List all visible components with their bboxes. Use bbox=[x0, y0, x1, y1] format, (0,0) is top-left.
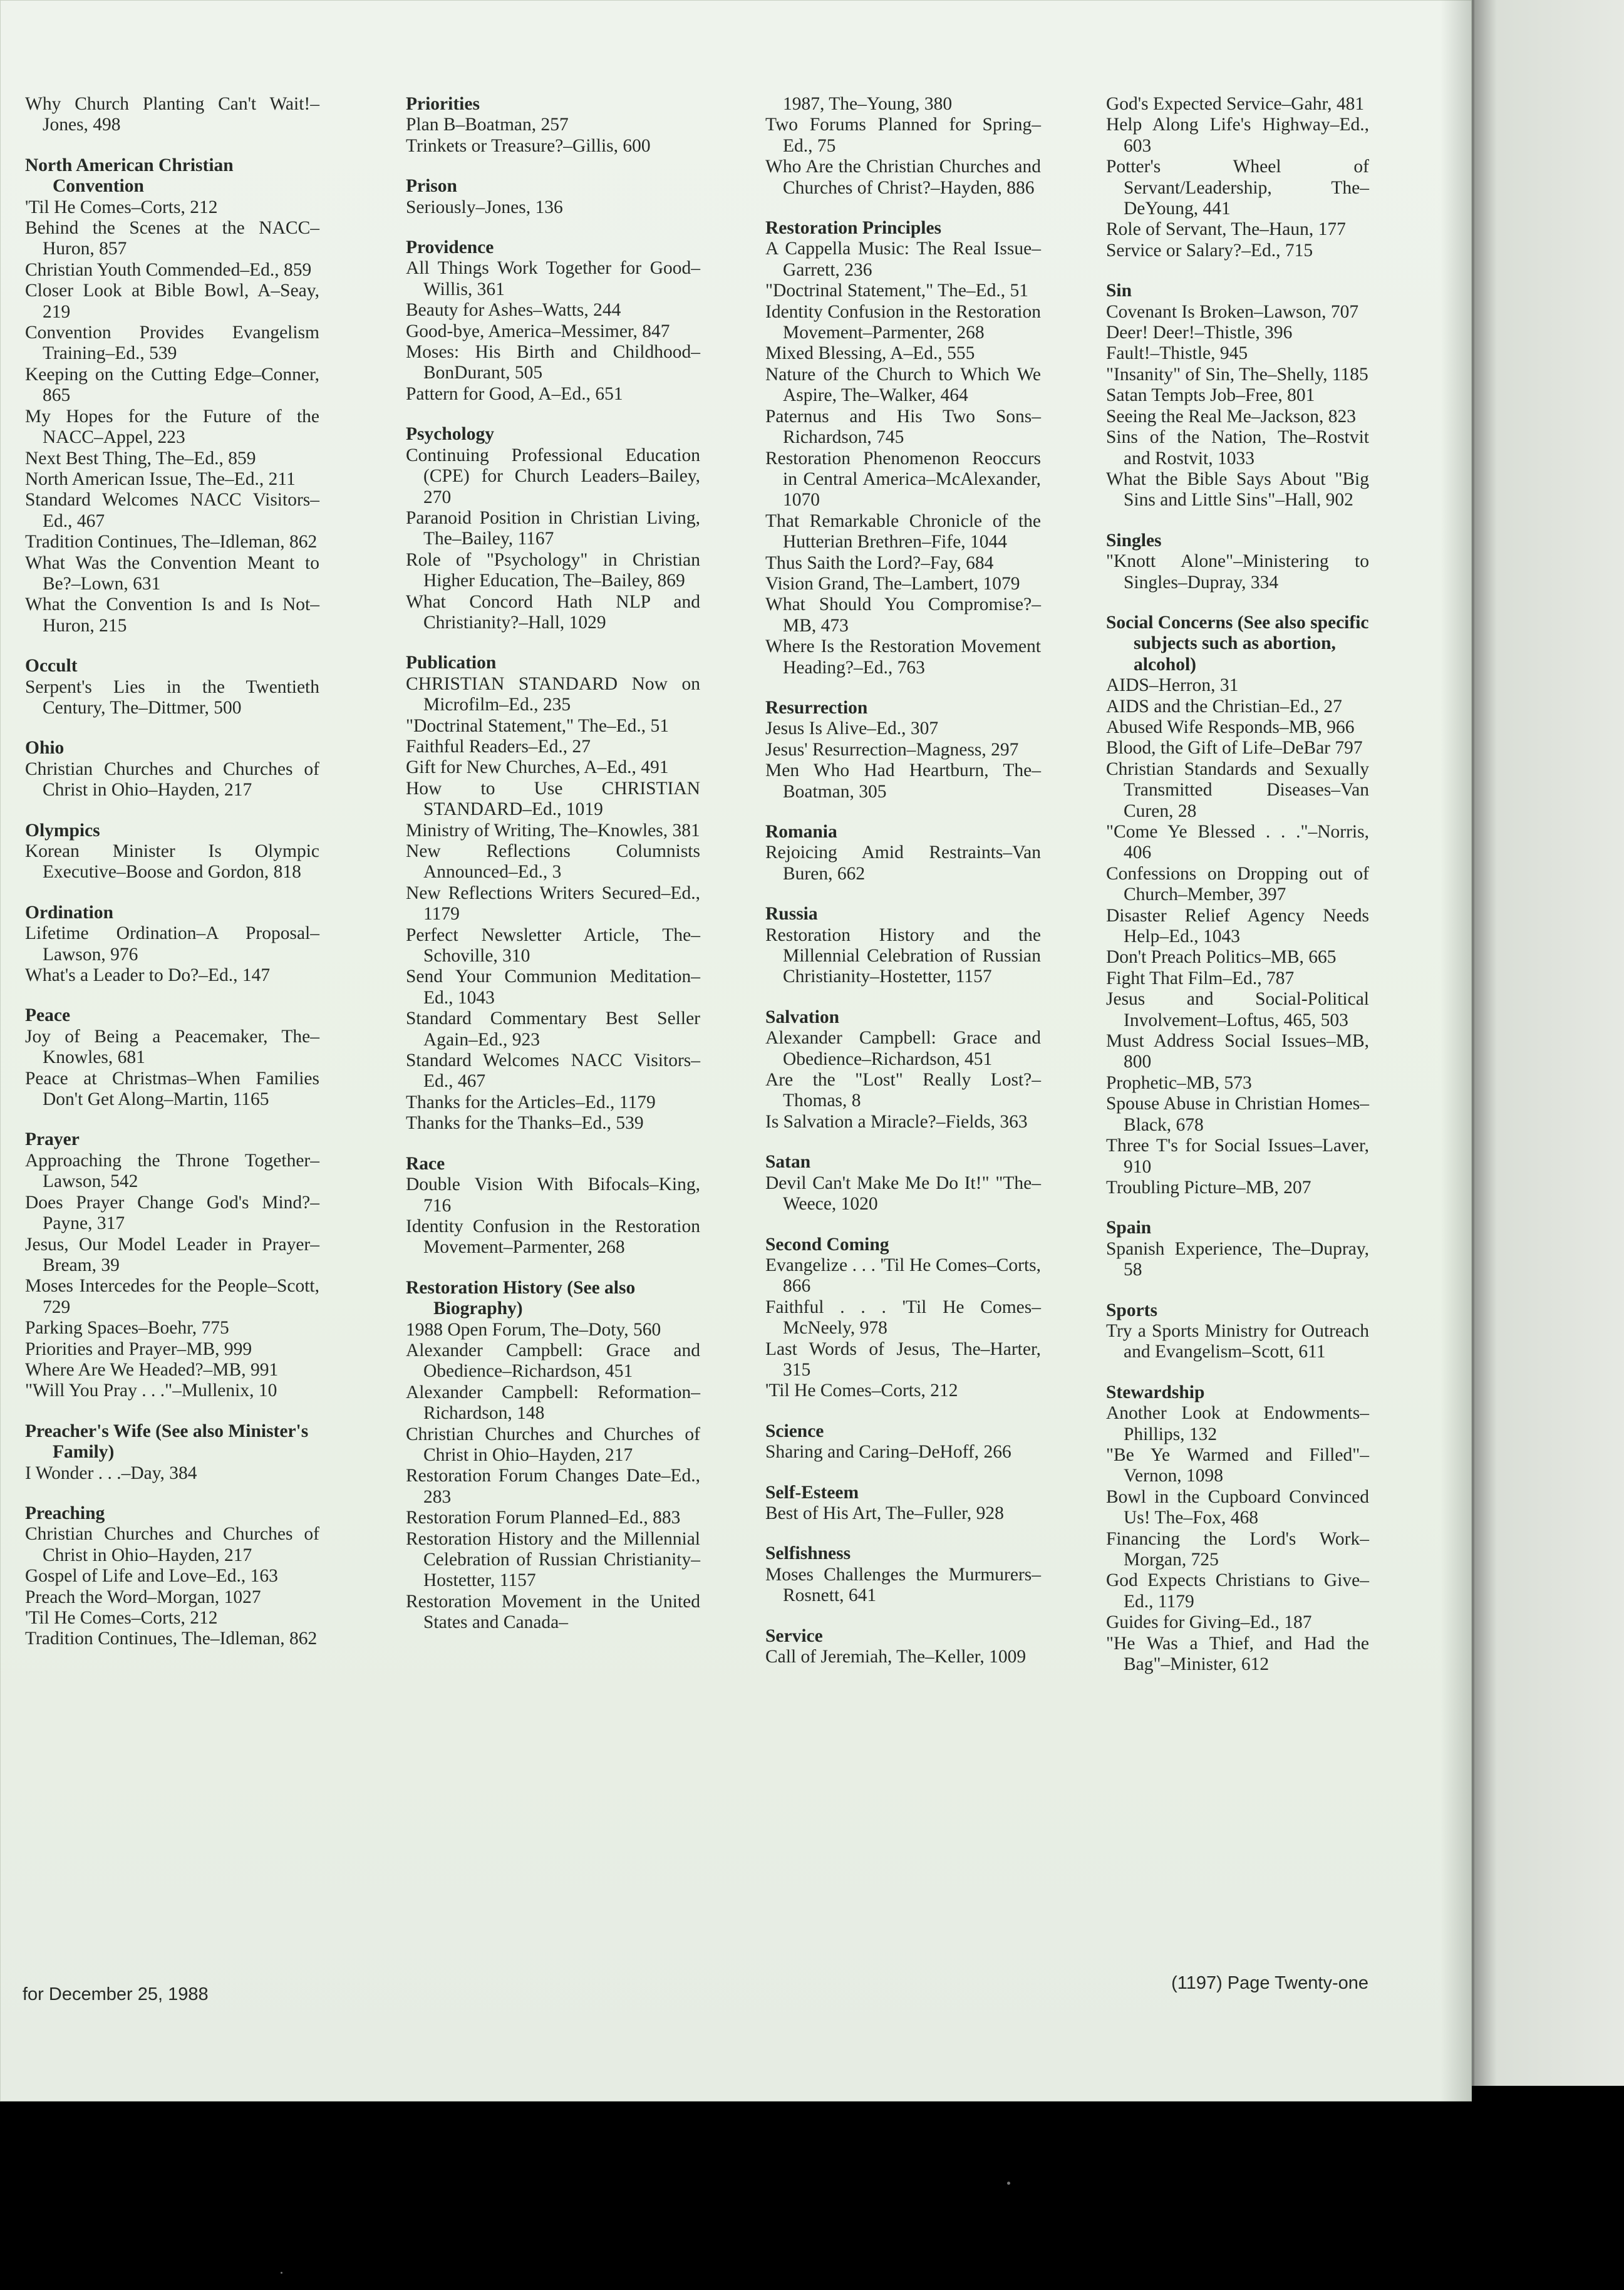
section-heading: Second Coming bbox=[765, 1234, 889, 1255]
index-section bbox=[765, 1007, 1041, 1132]
index-column-1 bbox=[25, 94, 319, 1669]
index-entry: What the Convention Is and Is Not–Huron, 215 bbox=[25, 594, 319, 636]
index-section bbox=[765, 94, 1041, 199]
section-heading: Ordination bbox=[25, 902, 113, 923]
index-entry: Where Are We Headed?–MB, 991 bbox=[25, 1359, 279, 1380]
index-section bbox=[765, 1626, 1041, 1668]
index-entry: Standard Welcomes NACC Visitors–Ed., 467 bbox=[25, 490, 319, 531]
index-entry: Evangelize . . . 'Til He Comes–Corts, 866 bbox=[765, 1255, 1041, 1297]
index-section bbox=[406, 176, 700, 218]
index-entry: Seriously–Jones, 136 bbox=[406, 197, 563, 217]
index-entry: Where Is the Restoration Movement Heading?–Ed., 763 bbox=[765, 636, 1041, 678]
index-entry: Restoration Movement in the United States and Canada– bbox=[406, 1591, 700, 1633]
index-entry: Alexander Campbell: Reformation–Richardson, 148 bbox=[406, 1382, 700, 1424]
dust-speck bbox=[281, 2272, 282, 2274]
index-entry: Good-bye, America–Messimer, 847 bbox=[406, 321, 670, 341]
index-entry: Potter's Wheel of Servant/Leadership, The–DeYoung, 441 bbox=[1106, 157, 1369, 219]
index-entry: Covenant Is Broken–Lawson, 707 bbox=[1106, 301, 1359, 322]
index-entry: What Was the Convention Meant to Be?–Lown, 631 bbox=[25, 552, 319, 594]
index-entry: 1987, The–Young, 380 bbox=[783, 94, 953, 114]
index-column-2 bbox=[406, 94, 700, 1653]
index-section bbox=[1106, 1218, 1369, 1280]
index-entry: Gospel of Life and Love–Ed., 163 bbox=[25, 1566, 278, 1587]
index-entry: Who Are the Christian Churches and Churches of Christ?–Hayden, 886 bbox=[765, 157, 1041, 198]
section-heading: Satan bbox=[765, 1152, 811, 1173]
index-section bbox=[1106, 94, 1369, 261]
index-entry: Christian Churches and Churches of Christ in Ohio–Hayden, 217 bbox=[25, 759, 319, 800]
index-entry: What Should You Compromise?–MB, 473 bbox=[765, 594, 1041, 636]
index-entry: Alexander Campbell: Grace and Obedience–Richardson, 451 bbox=[765, 1028, 1041, 1069]
index-entry: Restoration Forum Changes Date–Ed., 283 bbox=[406, 1466, 700, 1507]
index-entry: Continuing Professional Education (CPE) for Church Leaders–Bailey, 270 bbox=[406, 445, 700, 507]
index-section bbox=[406, 237, 700, 405]
index-entry: Christian Youth Commended–Ed., 859 bbox=[25, 259, 312, 280]
section-heading: Restoration Principles bbox=[765, 218, 942, 239]
index-entry: Identity Confusion in the Restoration Movement–Parmenter, 268 bbox=[765, 301, 1041, 343]
page-number-footer: (1197) Page Twenty-one bbox=[1171, 1973, 1368, 1993]
index-entry: Next Best Thing, The–Ed., 859 bbox=[25, 448, 256, 469]
index-entry: Blood, the Gift of Life–DeBar 797 bbox=[1106, 738, 1363, 759]
index-entry: Thanks for the Articles–Ed., 1179 bbox=[406, 1092, 656, 1112]
index-entry: Try a Sports Ministry for Outreach and Evangelism–Scott, 611 bbox=[1106, 1320, 1369, 1362]
index-entry: Why Church Planting Can't Wait!–Jones, 498 bbox=[25, 94, 319, 135]
dust-speck bbox=[1007, 2182, 1010, 2185]
index-entry: Best of His Art, The–Fuller, 928 bbox=[765, 1503, 1004, 1523]
index-entry: Ministry of Writing, The–Knowles, 381 bbox=[406, 820, 700, 841]
index-entry: CHRISTIAN STANDARD Now on Microfilm–Ed., 235 bbox=[406, 673, 700, 715]
index-entry: Restoration Phenomenon Reoccurs in Central America–McAlexander, 1070 bbox=[765, 448, 1041, 510]
index-entry: Another Look at Endowments–Phillips, 132 bbox=[1106, 1403, 1369, 1444]
index-column-4 bbox=[1106, 94, 1369, 1694]
index-entry: 'Til He Comes–Corts, 212 bbox=[765, 1381, 958, 1401]
index-entry: New Reflections Columnists Announced–Ed., 3 bbox=[406, 841, 700, 883]
index-entry: Perfect Newsletter Article, The–Schoville, 310 bbox=[406, 925, 700, 966]
index-entry: Parking Spaces–Boehr, 775 bbox=[25, 1318, 229, 1339]
index-entry: Don't Preach Politics–MB, 665 bbox=[1106, 947, 1337, 968]
index-entry: Spouse Abuse in Christian Homes–Black, 678 bbox=[1106, 1094, 1369, 1135]
index-entry: Double Vision With Bifocals–King, 716 bbox=[406, 1174, 700, 1216]
section-heading: Romania bbox=[765, 822, 837, 842]
index-entry: Closer Look at Bible Bowl, A–Seay, 219 bbox=[25, 281, 319, 322]
index-entry: "Will You Pray . . ."–Mullenix, 10 bbox=[25, 1381, 277, 1401]
index-entry: Joy of Being a Peacemaker, The–Knowles, 681 bbox=[25, 1026, 319, 1068]
index-entry: Nature of the Church to Which We Aspire, The–Walker, 464 bbox=[765, 364, 1041, 406]
index-entry: Faithful . . . 'Til He Comes–McNeely, 978 bbox=[765, 1297, 1041, 1339]
index-entry: Behind the Scenes at the NACC–Huron, 857 bbox=[25, 218, 319, 259]
index-entry: A Cappella Music: The Real Issue–Garrett, 236 bbox=[765, 239, 1041, 280]
index-section bbox=[765, 698, 1041, 802]
index-entry: Send Your Communion Meditation–Ed., 1043 bbox=[406, 966, 700, 1008]
index-section bbox=[25, 94, 319, 136]
index-entry: Serpent's Lies in the Twentieth Century, The–Dittmer, 500 bbox=[25, 676, 319, 718]
index-entry: Spanish Experience, The–Dupray, 58 bbox=[1106, 1238, 1369, 1280]
index-section bbox=[25, 738, 319, 800]
index-entry: Guides for Giving–Ed., 187 bbox=[1106, 1612, 1312, 1633]
index-entry: Restoration Forum Planned–Ed., 883 bbox=[406, 1508, 681, 1528]
index-entry: Paternus and His Two Sons–Richardson, 745 bbox=[765, 406, 1041, 448]
index-section bbox=[1106, 613, 1369, 1198]
index-entry: Role of Servant, The–Haun, 177 bbox=[1106, 219, 1346, 240]
index-entry: Does Prayer Change God's Mind?–Payne, 317 bbox=[25, 1192, 319, 1234]
index-entry: "Knott Alone"–Ministering to Singles–Dupray, 334 bbox=[1106, 551, 1369, 593]
index-entry: Disaster Relief Agency Needs Help–Ed., 1043 bbox=[1106, 905, 1369, 947]
index-entry: Jesus Is Alive–Ed., 307 bbox=[765, 718, 939, 739]
section-heading: Singles bbox=[1106, 530, 1162, 551]
index-section bbox=[25, 656, 319, 718]
index-section bbox=[1106, 1300, 1369, 1363]
index-entry: Seeing the Real Me–Jackson, 823 bbox=[1106, 406, 1356, 427]
index-entry: Korean Minister Is Olympic Executive–Boose and Gordon, 818 bbox=[25, 841, 319, 883]
index-entry: 1988 Open Forum, The–Doty, 560 bbox=[406, 1319, 661, 1340]
index-entry: Priorities and Prayer–MB, 999 bbox=[25, 1339, 252, 1359]
index-entry: What Concord Hath NLP and Christianity?–Hall, 1029 bbox=[406, 591, 700, 633]
page-edge-shadow bbox=[1440, 0, 1472, 2101]
index-entry: Restoration History and the Millennial Celebration of Russian Christianity–Hostetter, 1157 bbox=[765, 925, 1041, 987]
index-entry: Prophetic–MB, 573 bbox=[1106, 1072, 1252, 1093]
section-heading: Occult bbox=[25, 656, 78, 676]
section-heading: Stewardship bbox=[1106, 1382, 1205, 1402]
index-entry: Bowl in the Cupboard Convinced Us! The–Fox, 468 bbox=[1106, 1486, 1369, 1528]
index-entry: Satan Tempts Job–Free, 801 bbox=[1106, 385, 1315, 406]
index-entry: Are the "Lost" Really Lost?–Thomas, 8 bbox=[765, 1070, 1041, 1111]
section-heading: Preaching bbox=[25, 1503, 105, 1523]
index-entry: Troubling Picture–MB, 207 bbox=[1106, 1177, 1311, 1198]
adjacent-page-shadow bbox=[1472, 0, 1497, 2086]
index-entry: That Remarkable Chronicle of the Hutterian Brethren–Fife, 1044 bbox=[765, 510, 1041, 552]
index-entry: Tradition Continues, The–Idleman, 862 bbox=[25, 532, 318, 552]
index-entry: Plan B–Boatman, 257 bbox=[406, 115, 569, 135]
section-heading: Resurrection bbox=[765, 697, 868, 718]
index-entry: Thus Saith the Lord?–Fay, 684 bbox=[765, 552, 994, 573]
section-heading: Priorities bbox=[406, 94, 480, 114]
index-section bbox=[765, 822, 1041, 884]
index-entry: God's Expected Service–Gahr, 481 bbox=[1106, 94, 1365, 114]
section-heading: Science bbox=[765, 1421, 824, 1441]
index-entry: Identity Confusion in the Restoration Movement–Parmenter, 268 bbox=[406, 1216, 700, 1258]
section-heading: North American Christian Convention bbox=[25, 155, 234, 197]
index-section bbox=[765, 1543, 1041, 1606]
index-entry: I Wonder . . .–Day, 384 bbox=[25, 1463, 197, 1483]
index-entry: Tradition Continues, The–Idleman, 862 bbox=[25, 1629, 318, 1649]
index-entry: Standard Commentary Best Seller Again–Ed., 923 bbox=[406, 1008, 700, 1050]
index-section bbox=[765, 1483, 1041, 1525]
index-entry: Moses: His Birth and Childhood–BonDurant, 505 bbox=[406, 342, 700, 383]
issue-date-footer: for December 25, 1988 bbox=[23, 1984, 209, 2004]
index-entry: Faithful Readers–Ed., 27 bbox=[406, 736, 591, 757]
section-heading: Race bbox=[406, 1153, 445, 1174]
index-entry: Restoration History and the Millennial Celebration of Russian Christianity–Hostetter, 1157 bbox=[406, 1528, 700, 1591]
index-section bbox=[765, 1235, 1041, 1402]
index-entry: Standard Welcomes NACC Visitors–Ed., 467 bbox=[406, 1050, 700, 1092]
section-heading: Selfishness bbox=[765, 1543, 851, 1564]
index-entry: God Expects Christians to Give–Ed., 1179 bbox=[1106, 1570, 1369, 1612]
index-entry: Abused Wife Responds–MB, 966 bbox=[1106, 717, 1355, 737]
index-entry: Thanks for the Thanks–Ed., 539 bbox=[406, 1113, 644, 1134]
index-entry: "Doctrinal Statement," The–Ed., 51 bbox=[765, 281, 1029, 301]
section-heading: Salvation bbox=[765, 1007, 840, 1027]
index-entry: Devil Can't Make Me Do It!" "The–Weece, 1020 bbox=[765, 1173, 1041, 1215]
section-heading: Prison bbox=[406, 176, 457, 197]
index-entry: 'Til He Comes–Corts, 212 bbox=[25, 1608, 218, 1628]
index-entry: Peace at Christmas–When Families Don't Get Along–Martin, 1165 bbox=[25, 1068, 319, 1110]
index-entry: Moses Intercedes for the People–Scott, 729 bbox=[25, 1276, 319, 1317]
index-entry: Trinkets or Treasure?–Gillis, 600 bbox=[406, 135, 651, 156]
section-heading: Sin bbox=[1106, 281, 1132, 301]
index-entry: Convention Provides Evangelism Training–Ed., 539 bbox=[25, 323, 319, 364]
index-entry: Paranoid Position in Christian Living, The–Bailey, 1167 bbox=[406, 507, 700, 549]
index-section bbox=[25, 1503, 319, 1650]
section-heading: Russia bbox=[765, 904, 818, 925]
index-section bbox=[406, 653, 700, 1134]
index-entry: Role of "Psychology" in Christian Higher Education, The–Bailey, 869 bbox=[406, 549, 700, 591]
index-entry: All Things Work Together for Good–Willis, 361 bbox=[406, 258, 700, 299]
section-heading: Restoration History (See also Biography) bbox=[406, 1277, 636, 1319]
index-entry: Three T's for Social Issues–Laver, 910 bbox=[1106, 1136, 1369, 1177]
index-entry: What the Bible Says About "Big Sins and Little Sins"–Hall, 902 bbox=[1106, 469, 1369, 510]
section-heading: Ohio bbox=[25, 738, 65, 759]
index-entry: "Come Ye Blessed . . ."–Norris, 406 bbox=[1106, 822, 1369, 863]
section-heading: Self-Esteem bbox=[765, 1482, 859, 1503]
index-entry: Keeping on the Cutting Edge–Conner, 865 bbox=[25, 364, 319, 406]
index-section bbox=[406, 424, 700, 633]
index-entry: How to Use CHRISTIAN STANDARD–Ed., 1019 bbox=[406, 778, 700, 820]
index-section bbox=[765, 1152, 1041, 1215]
index-entry: Jesus, Our Model Leader in Prayer–Bream, 39 bbox=[25, 1234, 319, 1275]
index-section bbox=[1106, 281, 1369, 510]
index-section bbox=[765, 904, 1041, 988]
index-entry: Vision Grand, The–Lambert, 1079 bbox=[765, 573, 1020, 594]
index-entry: Christian Churches and Churches of Christ in Ohio–Hayden, 217 bbox=[25, 1524, 319, 1565]
index-entry: Moses Challenges the Murmurers–Rosnett, 641 bbox=[765, 1564, 1041, 1606]
index-entry: Sharing and Caring–DeHoff, 266 bbox=[765, 1442, 1011, 1463]
section-heading: Preacher's Wife (See also Minister's Family) bbox=[25, 1421, 309, 1463]
section-heading: Peace bbox=[25, 1005, 71, 1026]
index-entry: Men Who Had Heartburn, The–Boatman, 305 bbox=[765, 760, 1041, 802]
index-section bbox=[1106, 531, 1369, 593]
index-entry: Last Words of Jesus, The–Harter, 315 bbox=[765, 1339, 1041, 1380]
index-entry: Mixed Blessing, A–Ed., 555 bbox=[765, 343, 975, 364]
index-section bbox=[25, 1005, 319, 1110]
index-entry: What's a Leader to Do?–Ed., 147 bbox=[25, 965, 271, 986]
index-entry: Deer! Deer!–Thistle, 396 bbox=[1106, 323, 1293, 343]
index-section bbox=[25, 821, 319, 883]
index-section bbox=[25, 1421, 319, 1484]
index-entry: Sins of the Nation, The–Rostvit and Rostvit, 1033 bbox=[1106, 427, 1369, 469]
section-heading: Providence bbox=[406, 237, 494, 258]
index-entry: Is Salvation a Miracle?–Fields, 363 bbox=[765, 1111, 1028, 1132]
section-heading: Spain bbox=[1106, 1218, 1152, 1238]
index-entry: Pattern for Good, A–Ed., 651 bbox=[406, 383, 623, 404]
index-entry: Lifetime Ordination–A Proposal–Lawson, 976 bbox=[25, 923, 319, 965]
index-section bbox=[25, 903, 319, 987]
section-heading: Publication bbox=[406, 653, 497, 673]
index-entry: Rejoicing Amid Restraints–Van Buren, 662 bbox=[765, 842, 1041, 884]
index-entry: Confessions on Dropping out of Church–Member, 397 bbox=[1106, 863, 1369, 905]
index-entry: "Be Ye Warmed and Filled"–Vernon, 1098 bbox=[1106, 1444, 1369, 1486]
section-heading: Social Concerns (See also specific subjects such as abortion, alcohol) bbox=[1106, 612, 1369, 675]
index-entry: New Reflections Writers Secured–Ed., 1179 bbox=[406, 883, 700, 925]
index-entry: Christian Standards and Sexually Transmitted Diseases–Van Curen, 28 bbox=[1106, 759, 1369, 821]
index-entry: North American Issue, The–Ed., 211 bbox=[25, 469, 296, 489]
index-entry: Alexander Campbell: Grace and Obedience–Richardson, 451 bbox=[406, 1340, 700, 1382]
index-entry: Must Address Social Issues–MB, 800 bbox=[1106, 1031, 1369, 1072]
section-heading: Olympics bbox=[25, 820, 100, 841]
index-entry: My Hopes for the Future of the NACC–Appel, 223 bbox=[25, 406, 319, 448]
index-entry: AIDS–Herron, 31 bbox=[1106, 675, 1239, 696]
index-section bbox=[406, 94, 700, 157]
index-entry: Two Forums Planned for Spring–Ed., 75 bbox=[765, 115, 1041, 156]
index-entry: Jesus' Resurrection–Magness, 297 bbox=[765, 739, 1019, 760]
section-heading: Service bbox=[765, 1625, 823, 1646]
section-heading: Psychology bbox=[406, 424, 494, 445]
index-entry: Approaching the Throne Together–Lawson, 542 bbox=[25, 1150, 319, 1192]
index-entry: Fight That Film–Ed., 787 bbox=[1106, 968, 1295, 988]
index-section bbox=[406, 1278, 700, 1634]
index-entry: "Insanity" of Sin, The–Shelly, 1185 bbox=[1106, 364, 1368, 385]
index-entry: Preach the Word–Morgan, 1027 bbox=[25, 1587, 261, 1607]
index-section bbox=[25, 1129, 319, 1401]
index-section bbox=[25, 155, 319, 636]
index-entry: "He Was a Thief, and Had the Bag"–Minister, 612 bbox=[1106, 1633, 1369, 1675]
index-entry: 'Til He Comes–Corts, 212 bbox=[25, 197, 218, 217]
index-entry: Call of Jeremiah, The–Keller, 1009 bbox=[765, 1647, 1027, 1667]
section-heading: Sports bbox=[1106, 1300, 1157, 1320]
index-section bbox=[765, 1421, 1041, 1463]
index-entry: Service or Salary?–Ed., 715 bbox=[1106, 240, 1313, 261]
index-column-3 bbox=[765, 94, 1041, 1687]
index-section bbox=[1106, 1382, 1369, 1676]
index-entry: "Doctrinal Statement," The–Ed., 51 bbox=[406, 715, 670, 736]
index-section bbox=[765, 218, 1041, 678]
index-section bbox=[406, 1154, 700, 1258]
index-entry: Jesus and Social-Political Involvement–Loftus, 465, 503 bbox=[1106, 989, 1369, 1030]
index-entry: AIDS and the Christian–Ed., 27 bbox=[1106, 696, 1342, 717]
index-entry: Fault!–Thistle, 945 bbox=[1106, 343, 1248, 364]
index-entry: Christian Churches and Churches of Christ in Ohio–Hayden, 217 bbox=[406, 1424, 700, 1465]
index-entry: Gift for New Churches, A–Ed., 491 bbox=[406, 757, 669, 778]
index-entry: Beauty for Ashes–Watts, 244 bbox=[406, 300, 621, 321]
section-heading: Prayer bbox=[25, 1129, 80, 1150]
index-entry: Financing the Lord's Work–Morgan, 725 bbox=[1106, 1528, 1369, 1570]
index-entry: Help Along Life's Highway–Ed., 603 bbox=[1106, 115, 1369, 156]
